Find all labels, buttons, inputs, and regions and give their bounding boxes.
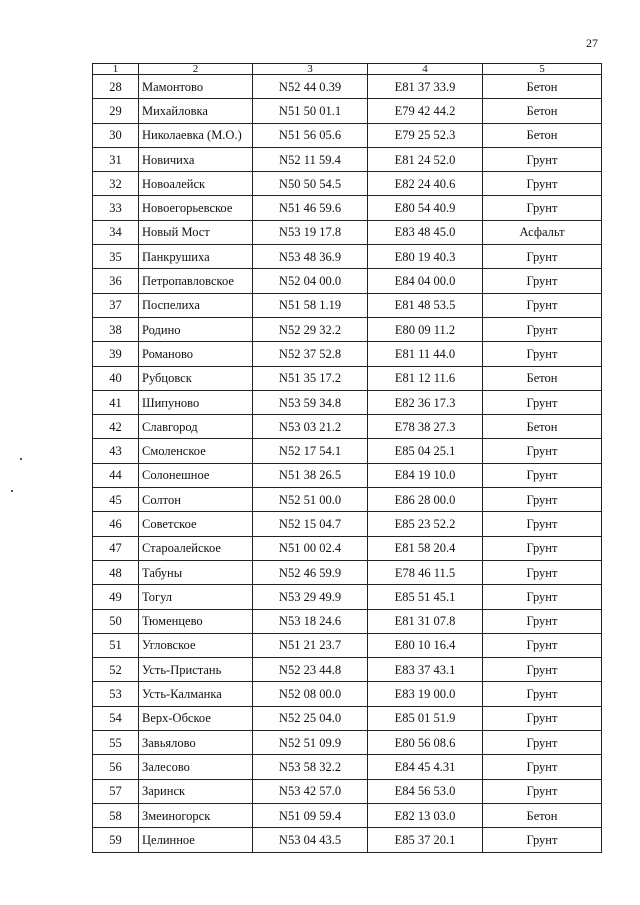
table-row <box>93 609 602 633</box>
latitude-cell: N53 29 49.9 <box>253 585 368 609</box>
table-row <box>93 390 602 414</box>
settlement-name-cell: Угловское <box>139 633 253 657</box>
table-row <box>93 196 602 220</box>
surface-type-cell: Грунт <box>483 779 602 803</box>
longitude-cell: E82 13 03.0 <box>368 803 483 827</box>
settlement-name-cell: Солтон <box>139 488 253 512</box>
table-row <box>93 658 602 682</box>
longitude-cell: E85 23 52.2 <box>368 512 483 536</box>
row-number-cell: 29 <box>93 99 139 123</box>
surface-type-cell: Грунт <box>483 560 602 584</box>
surface-type-cell: Грунт <box>483 828 602 852</box>
longitude-cell: E86 28 00.0 <box>368 488 483 512</box>
settlement-name-cell: Новоегорьевское <box>139 196 253 220</box>
settlement-name-cell: Верх-Обское <box>139 706 253 730</box>
latitude-cell: N53 48 36.9 <box>253 245 368 269</box>
scan-speck <box>11 490 13 492</box>
table-row <box>93 731 602 755</box>
row-number-cell: 46 <box>93 512 139 536</box>
latitude-cell: N51 21 23.7 <box>253 633 368 657</box>
settlement-name-cell: Новый Мост <box>139 220 253 244</box>
settlement-name-cell: Усть-Калманка <box>139 682 253 706</box>
surface-type-cell: Бетон <box>483 366 602 390</box>
latitude-cell: N51 56 05.6 <box>253 123 368 147</box>
surface-type-cell: Бетон <box>483 99 602 123</box>
table-row <box>93 512 602 536</box>
table-row <box>93 488 602 512</box>
surface-type-cell: Грунт <box>483 463 602 487</box>
longitude-cell: E85 51 45.1 <box>368 585 483 609</box>
settlement-name-cell: Михайловка <box>139 99 253 123</box>
settlement-name-cell: Змеиногорск <box>139 803 253 827</box>
longitude-cell: E80 10 16.4 <box>368 633 483 657</box>
surface-type-cell: Грунт <box>483 439 602 463</box>
latitude-cell: N50 50 54.5 <box>253 172 368 196</box>
settlement-name-cell: Тюменцево <box>139 609 253 633</box>
scan-speck <box>20 458 22 460</box>
surface-type-cell: Грунт <box>483 269 602 293</box>
settlement-name-cell: Смоленское <box>139 439 253 463</box>
latitude-cell: N53 03 21.2 <box>253 415 368 439</box>
table-row <box>93 293 602 317</box>
longitude-cell: E85 37 20.1 <box>368 828 483 852</box>
row-number-cell: 59 <box>93 828 139 852</box>
longitude-cell: E81 31 07.8 <box>368 609 483 633</box>
surface-type-cell: Грунт <box>483 658 602 682</box>
surface-type-cell: Грунт <box>483 342 602 366</box>
column-number-5: 5 <box>483 64 602 75</box>
longitude-cell: E78 38 27.3 <box>368 415 483 439</box>
row-number-cell: 58 <box>93 803 139 827</box>
table-row <box>93 123 602 147</box>
row-number-cell: 57 <box>93 779 139 803</box>
surface-type-cell: Бетон <box>483 123 602 147</box>
table-row <box>93 755 602 779</box>
latitude-cell: N52 37 52.8 <box>253 342 368 366</box>
surface-type-cell: Грунт <box>483 293 602 317</box>
row-number-cell: 32 <box>93 172 139 196</box>
longitude-cell: E80 56 08.6 <box>368 731 483 755</box>
row-number-cell: 47 <box>93 536 139 560</box>
surface-type-cell: Бетон <box>483 75 602 99</box>
settlement-name-cell: Новичиха <box>139 147 253 171</box>
table-row <box>93 147 602 171</box>
longitude-cell: E85 01 51.9 <box>368 706 483 730</box>
row-number-cell: 28 <box>93 75 139 99</box>
longitude-cell: E78 46 11.5 <box>368 560 483 584</box>
latitude-cell: N51 46 59.6 <box>253 196 368 220</box>
latitude-cell: N52 08 00.0 <box>253 682 368 706</box>
longitude-cell: E82 24 40.6 <box>368 172 483 196</box>
latitude-cell: N52 11 59.4 <box>253 147 368 171</box>
longitude-cell: E80 19 40.3 <box>368 245 483 269</box>
table-row <box>93 269 602 293</box>
table-row <box>93 560 602 584</box>
row-number-cell: 40 <box>93 366 139 390</box>
latitude-cell: N52 17 54.1 <box>253 439 368 463</box>
longitude-cell: E81 37 33.9 <box>368 75 483 99</box>
row-number-cell: 42 <box>93 415 139 439</box>
settlement-name-cell: Петропавловское <box>139 269 253 293</box>
settlement-name-cell: Шипуново <box>139 390 253 414</box>
latitude-cell: N51 38 26.5 <box>253 463 368 487</box>
surface-type-cell: Бетон <box>483 415 602 439</box>
latitude-cell: N52 25 04.0 <box>253 706 368 730</box>
row-number-cell: 44 <box>93 463 139 487</box>
surface-type-cell: Грунт <box>483 755 602 779</box>
latitude-cell: N52 23 44.8 <box>253 658 368 682</box>
settlement-name-cell: Староалейское <box>139 536 253 560</box>
longitude-cell: E83 37 43.1 <box>368 658 483 682</box>
latitude-cell: N51 58 1.19 <box>253 293 368 317</box>
latitude-cell: N52 51 00.0 <box>253 488 368 512</box>
table-row <box>93 342 602 366</box>
table-row <box>93 172 602 196</box>
longitude-cell: E84 19 10.0 <box>368 463 483 487</box>
row-number-cell: 56 <box>93 755 139 779</box>
airfield-table <box>92 63 602 853</box>
table-row <box>93 779 602 803</box>
surface-type-cell: Грунт <box>483 390 602 414</box>
longitude-cell: E81 11 44.0 <box>368 342 483 366</box>
longitude-cell: E83 48 45.0 <box>368 220 483 244</box>
surface-type-cell: Грунт <box>483 536 602 560</box>
surface-type-cell: Бетон <box>483 803 602 827</box>
row-number-cell: 53 <box>93 682 139 706</box>
latitude-cell: N51 50 01.1 <box>253 99 368 123</box>
row-number-cell: 49 <box>93 585 139 609</box>
latitude-cell: N53 59 34.8 <box>253 390 368 414</box>
row-number-cell: 35 <box>93 245 139 269</box>
row-number-cell: 43 <box>93 439 139 463</box>
longitude-cell: E84 45 4.31 <box>368 755 483 779</box>
surface-type-cell: Грунт <box>483 317 602 341</box>
row-number-cell: 54 <box>93 706 139 730</box>
row-number-cell: 30 <box>93 123 139 147</box>
settlement-name-cell: Тогул <box>139 585 253 609</box>
row-number-cell: 33 <box>93 196 139 220</box>
column-number-3: 3 <box>253 64 368 75</box>
latitude-cell: N51 00 02.4 <box>253 536 368 560</box>
settlement-name-cell: Новоалейск <box>139 172 253 196</box>
latitude-cell: N53 19 17.8 <box>253 220 368 244</box>
latitude-cell: N52 44 0.39 <box>253 75 368 99</box>
table-row <box>93 220 602 244</box>
column-number-4: 4 <box>368 64 483 75</box>
table-row <box>93 463 602 487</box>
row-number-cell: 50 <box>93 609 139 633</box>
longitude-cell: E79 25 52.3 <box>368 123 483 147</box>
surface-type-cell: Грунт <box>483 147 602 171</box>
settlement-name-cell: Советское <box>139 512 253 536</box>
latitude-cell: N52 15 04.7 <box>253 512 368 536</box>
longitude-cell: E84 56 53.0 <box>368 779 483 803</box>
latitude-cell: N53 04 43.5 <box>253 828 368 852</box>
latitude-cell: N53 18 24.6 <box>253 609 368 633</box>
table-row <box>93 366 602 390</box>
column-number-1: 1 <box>93 64 139 75</box>
latitude-cell: N52 29 32.2 <box>253 317 368 341</box>
settlement-name-cell: Заринск <box>139 779 253 803</box>
row-number-cell: 31 <box>93 147 139 171</box>
settlement-name-cell: Николаевка (М.О.) <box>139 123 253 147</box>
settlement-name-cell: Целинное <box>139 828 253 852</box>
table-row <box>93 706 602 730</box>
surface-type-cell: Асфальт <box>483 220 602 244</box>
page-number: 27 <box>586 36 598 50</box>
settlement-name-cell: Усть-Пристань <box>139 658 253 682</box>
table-row <box>93 245 602 269</box>
table-row <box>93 682 602 706</box>
table-row <box>93 803 602 827</box>
latitude-cell: N53 58 32.2 <box>253 755 368 779</box>
table-row <box>93 99 602 123</box>
row-number-cell: 48 <box>93 560 139 584</box>
table-row <box>93 439 602 463</box>
latitude-cell: N52 51 09.9 <box>253 731 368 755</box>
table-row <box>93 317 602 341</box>
longitude-cell: E80 09 11.2 <box>368 317 483 341</box>
longitude-cell: E81 24 52.0 <box>368 147 483 171</box>
row-number-cell: 37 <box>93 293 139 317</box>
surface-type-cell: Грунт <box>483 488 602 512</box>
surface-type-cell: Грунт <box>483 172 602 196</box>
surface-type-cell: Грунт <box>483 682 602 706</box>
settlement-name-cell: Залесово <box>139 755 253 779</box>
longitude-cell: E82 36 17.3 <box>368 390 483 414</box>
longitude-cell: E83 19 00.0 <box>368 682 483 706</box>
longitude-cell: E81 48 53.5 <box>368 293 483 317</box>
table-row <box>93 828 602 852</box>
row-number-cell: 55 <box>93 731 139 755</box>
table-row <box>93 633 602 657</box>
longitude-cell: E81 58 20.4 <box>368 536 483 560</box>
settlement-name-cell: Романово <box>139 342 253 366</box>
latitude-cell: N51 09 59.4 <box>253 803 368 827</box>
surface-type-cell: Грунт <box>483 706 602 730</box>
row-number-cell: 51 <box>93 633 139 657</box>
settlement-name-cell: Панкрушиха <box>139 245 253 269</box>
surface-type-cell: Грунт <box>483 633 602 657</box>
table-row <box>93 75 602 99</box>
surface-type-cell: Грунт <box>483 609 602 633</box>
settlement-name-cell: Поспелиха <box>139 293 253 317</box>
settlement-name-cell: Рубцовск <box>139 366 253 390</box>
row-number-cell: 45 <box>93 488 139 512</box>
row-number-cell: 36 <box>93 269 139 293</box>
row-number-cell: 38 <box>93 317 139 341</box>
surface-type-cell: Грунт <box>483 731 602 755</box>
surface-type-cell: Грунт <box>483 585 602 609</box>
latitude-cell: N52 46 59.9 <box>253 560 368 584</box>
latitude-cell: N53 42 57.0 <box>253 779 368 803</box>
settlement-name-cell: Табуны <box>139 560 253 584</box>
column-number-2: 2 <box>139 64 253 75</box>
settlement-name-cell: Солонешное <box>139 463 253 487</box>
table-row <box>93 585 602 609</box>
row-number-cell: 34 <box>93 220 139 244</box>
settlement-name-cell: Родино <box>139 317 253 341</box>
row-number-cell: 41 <box>93 390 139 414</box>
latitude-cell: N51 35 17.2 <box>253 366 368 390</box>
longitude-cell: E85 04 25.1 <box>368 439 483 463</box>
surface-type-cell: Грунт <box>483 245 602 269</box>
settlement-name-cell: Завьялово <box>139 731 253 755</box>
surface-type-cell: Грунт <box>483 512 602 536</box>
row-number-cell: 39 <box>93 342 139 366</box>
longitude-cell: E80 54 40.9 <box>368 196 483 220</box>
longitude-cell: E81 12 11.6 <box>368 366 483 390</box>
table-row <box>93 536 602 560</box>
longitude-cell: E84 04 00.0 <box>368 269 483 293</box>
row-number-cell: 52 <box>93 658 139 682</box>
table-row <box>93 415 602 439</box>
longitude-cell: E79 42 44.2 <box>368 99 483 123</box>
settlement-name-cell: Мамонтово <box>139 75 253 99</box>
surface-type-cell: Грунт <box>483 196 602 220</box>
settlement-name-cell: Славгород <box>139 415 253 439</box>
latitude-cell: N52 04 00.0 <box>253 269 368 293</box>
column-number-row <box>93 64 602 75</box>
